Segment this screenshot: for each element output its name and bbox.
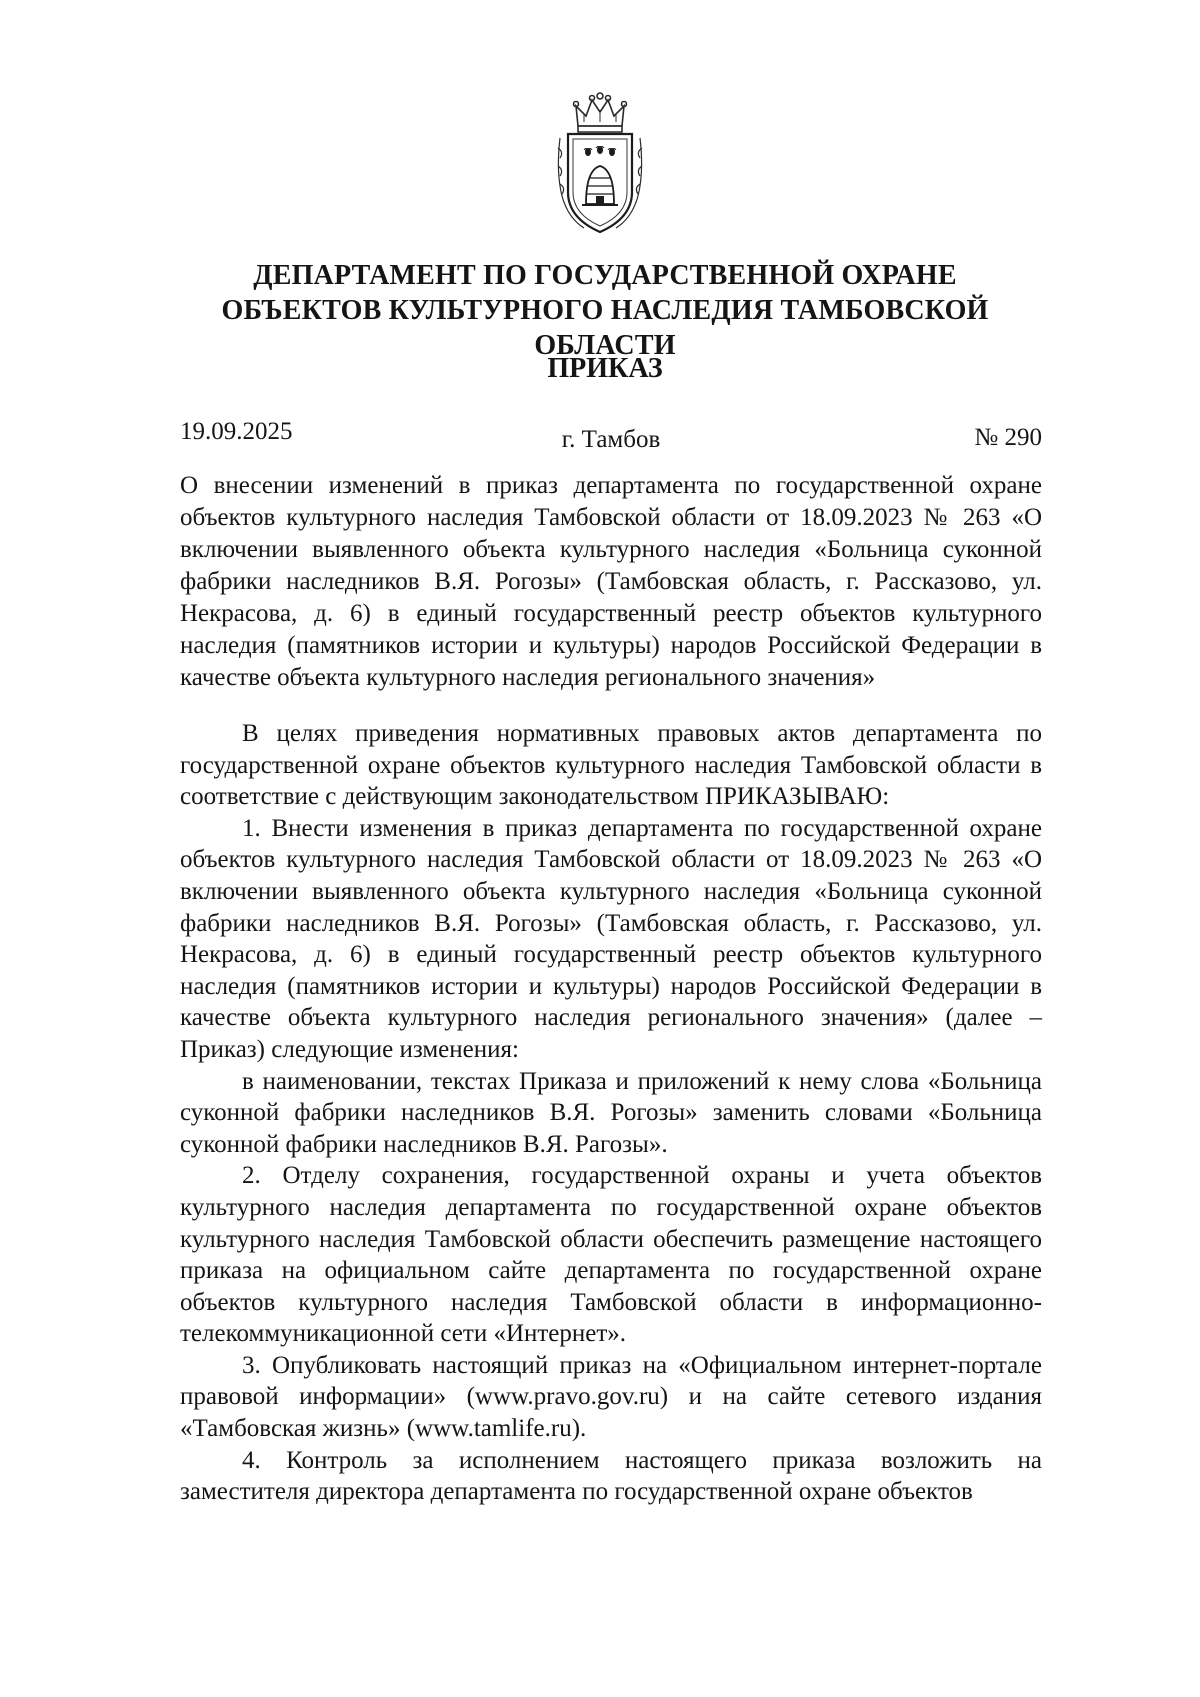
document-type-heading: ПРИКАЗ <box>547 353 663 384</box>
document-meta-row <box>180 418 1042 458</box>
document-city: г. Тамбов <box>561 426 661 453</box>
order-subject: О внесении изменений в приказ департамента по государственной охране объектов культурного наследия Тамбовской области от 18.09.2023 № 263 «О включении выявленного объекта культурного наследия «Больница суконной фабрики наследников В.Я. Рогозы» (Тамбовская область, г. Рассказово, ул. Некрасова, д. 6) в единый государственный реестр объектов культурного наследия (памятников истории и культуры) народов Российской Федерации в качестве объекта культурного наследия регионального значения» <box>180 472 1042 691</box>
document-number: № 290 <box>974 424 1042 451</box>
order-preamble: В целях приведения нормативных правовых актов департамента по государственной охране объектов культурного наследия Тамбовской области в соответствие с действующим законодательством ПРИКАЗЫВАЮ: <box>180 720 1042 811</box>
order-body <box>180 718 1042 1508</box>
order-item-1: 1. Внести изменения в приказ департамента по государственной охране объектов культурного наследия Тамбовской области от 18.09.2023 № 263 «О включении выявленного объекта культурного наследия «Больница суконной фабрики наследников В.Я. Рогозы» (Тамбовская область, г. Рассказово, ул. Некрасова, д. 6) в единый государственный реестр объектов культурного наследия (памятников истории и культуры) народов Российской Федерации в качестве объекта культурного наследия регионального значения» (далее – Приказ) следующие изменения: <box>180 814 1042 1063</box>
document-date: 19.09.2025 <box>180 418 293 445</box>
coat-of-arms-icon <box>554 92 646 240</box>
order-item-1-detail: в наименовании, текстах Приказа и приложений к нему слова «Больница суконной фабрики наследников В.Я. Рогозы» заменить словами «Больница суконной фабрики наследников В.Я. Рагозы». <box>180 1067 1042 1158</box>
order-item-3: 3. Опубликовать настоящий приказ на «Официальном интернет-портале правовой информации» (www.pravo.gov.ru) и на сайте сетевого издания «Тамбовская жизнь» (www.tamlife.ru). <box>180 1351 1042 1443</box>
order-item-2: 2. Отделу сохранения, государственной охраны и учета объектов культурного наследия департамента по государственной охране объектов культурного наследия Тамбовской области обеспечить размещение настоящего приказа на официальном сайте департамента по государственной охране объектов культурного наследия Тамбовской области в информационно-телекоммуникационной сети «Интернет». <box>180 1162 1042 1348</box>
department-title: ДЕПАРТАМЕНТ ПО ГОСУДАРСТВЕННОЙ ОХРАНЕ ОБЪЕКТОВ КУЛЬТУРНОГО НАСЛЕДИЯ ТАМБОВСКОЙ ОБЛАСТИ <box>221 260 989 361</box>
order-item-4: 4. Контроль за исполнением настоящего приказа возложить на заместителя директора департамента по государственной охране объектов <box>180 1446 1042 1506</box>
